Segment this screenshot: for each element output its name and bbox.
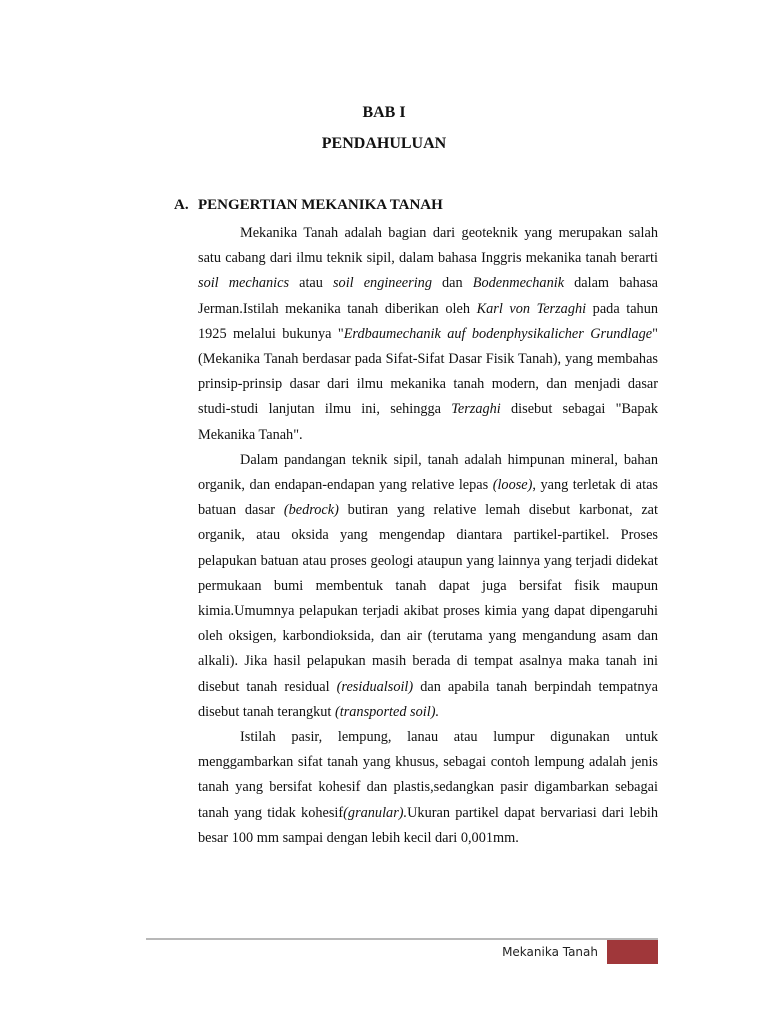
chapter-title: PENDAHULUAN <box>321 135 447 152</box>
italic-term: soil mechanics <box>198 275 290 292</box>
footer-accent-block <box>607 940 658 964</box>
section-heading <box>174 197 443 214</box>
paragraph: Istilah pasir, lempung, lanau atau lumpur digunakan untuk menggambarkan sifat tanah yang khusus, sebagai contoh lempung adalah jenis tanah yang bersifat kohesif dan plastis,sedangkan pasir digambarkan sebagai tanah yang tidak kohesif(granular).Ukuran partikel dapat bervariasi dari lebih besar 100 mm sampai dengan lebih kecil dari 0,001mm. <box>198 729 658 846</box>
footer-title: Mekanika Tanah <box>502 945 598 959</box>
italic-term: soil engineering <box>332 275 432 292</box>
italic-term: (transported soil). <box>334 703 440 720</box>
body-text <box>198 221 658 851</box>
italic-term: (loose) <box>492 477 533 494</box>
italic-term: (bedrock) <box>283 502 339 519</box>
italic-term: (residualsoil) <box>336 678 414 695</box>
paragraph: Mekanika Tanah adalah bagian dari geoteknik yang merupakan salah satu cabang dari ilmu teknik sipil, dalam bahasa Inggris mekanika tanah berarti soil mechanics atau soil engineering dan Bodenmechanik dalam bahasa Jerman.Istilah mekanika tanah diberikan oleh Karl von Terzaghi pada tahun 1925 melalui bukunya "Erdbaumechanik auf bodenphysikalicher Grundlage" (Mekanika Tanah berdasar pada Sifat-Sifat Dasar Fisik Tanah), yang membahas prinsip-prinsip dasar dari ilmu mekanika tanah modern, dan menjadi dasar studi-studi lanjutan ilmu ini, sehingga Terzaghi disebut sebagai "Bapak Mekanika Tanah". <box>198 225 658 443</box>
italic-term: Erdbaumechanik auf bodenphysikalicher Grundlage <box>343 325 653 342</box>
chapter-label: BAB I <box>362 104 406 121</box>
italic-term: Terzaghi <box>451 401 501 418</box>
italic-term: Karl von Terzaghi <box>476 300 587 317</box>
italic-term: Bodenmechanik <box>472 275 565 292</box>
section-number: A. <box>174 197 189 213</box>
paragraph: Dalam pandangan teknik sipil, tanah adalah himpunan mineral, bahan organik, dan endapan-endapan yang relative lepas (loose), yang terletak di atas batuan dasar (bedrock) butiran yang relative lemah disebut karbonat, zat organik, atau oksida yang mengendap diantara partikel-partikel. Proses pelapukan batuan atau proses geologi ataupun yang lainnya yang terjadi didekat permukaan bumi membentuk tanah dapat juga bersifat fisik maupun kimia.Umumnya pelapukan terjadi akibat proses kimia yang dapat dipengaruhi oleh oksigen, karbondioksida, dan air (terutama yang mengandung asam dan alkali). Jika hasil pelapukan masih berada di tempat asalnya maka tanah ini disebut tanah residual (residualsoil) dan apabila tanah berpindah tempatnya disebut tanah terangkut (transported soil). <box>198 451 658 720</box>
footer-divider <box>146 938 658 940</box>
section-title: PENGERTIAN MEKANIKA TANAH <box>198 197 443 213</box>
italic-term: (granular). <box>343 804 408 821</box>
